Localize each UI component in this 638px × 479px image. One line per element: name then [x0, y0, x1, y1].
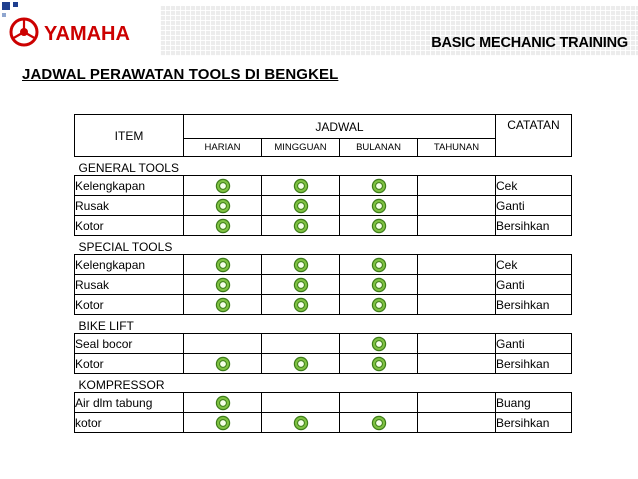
header-period-bulanan: BULANAN [340, 139, 418, 157]
schedule-mark-cell [340, 275, 418, 295]
green-ring-check-icon [215, 356, 231, 372]
schedule-mark-cell [262, 393, 340, 413]
schedule-mark-cell [418, 255, 496, 275]
schedule-mark-cell [262, 354, 340, 374]
table-row [75, 216, 572, 236]
schedule-mark-cell [262, 216, 340, 236]
green-ring-check-icon [371, 336, 387, 352]
table-row [75, 334, 572, 354]
green-ring-check-icon [371, 415, 387, 431]
green-ring-check-icon [215, 297, 231, 313]
logo-text: YAMAHA [44, 23, 130, 45]
schedule-mark-cell [262, 176, 340, 196]
note-cell: Ganti [496, 334, 572, 354]
table-row [75, 255, 572, 275]
schedule-mark-cell [418, 295, 496, 315]
item-cell: Kelengkapan [75, 255, 184, 275]
header-period-tahunan: TAHUNAN [418, 139, 496, 157]
note-cell: Cek [496, 176, 572, 196]
item-cell: Kotor [75, 295, 184, 315]
header-catatan: CATATAN [496, 115, 572, 157]
item-cell: kotor [75, 413, 184, 433]
maintenance-schedule-table [74, 114, 572, 433]
schedule-mark-cell [262, 334, 340, 354]
table-row [75, 393, 572, 413]
schedule-mark-cell [340, 354, 418, 374]
item-cell: Kelengkapan [75, 176, 184, 196]
schedule-mark-cell [184, 334, 262, 354]
green-ring-check-icon [215, 198, 231, 214]
item-cell: Seal bocor [75, 334, 184, 354]
green-ring-check-icon [293, 218, 309, 234]
group-title: KOMPRESSOR [75, 374, 572, 393]
green-ring-check-icon [371, 277, 387, 293]
table-row [75, 196, 572, 216]
note-cell: Cek [496, 255, 572, 275]
group-row [75, 374, 572, 393]
schedule-mark-cell [340, 295, 418, 315]
table-row [75, 176, 572, 196]
schedule-mark-cell [262, 413, 340, 433]
yamaha-logo [6, 14, 156, 54]
green-ring-check-icon [293, 297, 309, 313]
header-item: ITEM [75, 115, 184, 157]
green-ring-check-icon [215, 415, 231, 431]
table-row [75, 354, 572, 374]
green-ring-check-icon [293, 198, 309, 214]
note-cell: Buang [496, 393, 572, 413]
schedule-mark-cell [262, 295, 340, 315]
table-row [75, 275, 572, 295]
green-ring-check-icon [215, 218, 231, 234]
green-ring-check-icon [215, 395, 231, 411]
table-row [75, 413, 572, 433]
schedule-mark-cell [340, 216, 418, 236]
note-cell: Bersihkan [496, 295, 572, 315]
green-ring-check-icon [371, 198, 387, 214]
header-period-harian: HARIAN [184, 139, 262, 157]
item-cell: Rusak [75, 275, 184, 295]
note-cell: Ganti [496, 196, 572, 216]
green-ring-check-icon [371, 178, 387, 194]
schedule-mark-cell [418, 275, 496, 295]
decorative-square [13, 2, 18, 7]
item-cell: Rusak [75, 196, 184, 216]
decorative-square [2, 2, 10, 10]
schedule-mark-cell [184, 176, 262, 196]
green-ring-check-icon [293, 178, 309, 194]
schedule-mark-cell [418, 176, 496, 196]
schedule-mark-cell [418, 354, 496, 374]
note-cell: Bersihkan [496, 216, 572, 236]
schedule-mark-cell [340, 413, 418, 433]
schedule-mark-cell [184, 295, 262, 315]
group-row [75, 157, 572, 176]
group-title: SPECIAL TOOLS [75, 236, 572, 255]
schedule-mark-cell [340, 334, 418, 354]
schedule-mark-cell [184, 393, 262, 413]
green-ring-check-icon [371, 356, 387, 372]
header-jadwal: JADWAL [184, 115, 496, 139]
green-ring-check-icon [293, 277, 309, 293]
schedule-mark-cell [262, 275, 340, 295]
schedule-mark-cell [418, 216, 496, 236]
schedule-body [75, 157, 572, 433]
green-ring-check-icon [215, 277, 231, 293]
schedule-mark-cell [418, 413, 496, 433]
schedule-mark-cell [184, 255, 262, 275]
tuning-forks-logo-icon [6, 14, 156, 54]
green-ring-check-icon [293, 257, 309, 273]
note-cell: Bersihkan [496, 413, 572, 433]
schedule-mark-cell [340, 255, 418, 275]
green-ring-check-icon [371, 218, 387, 234]
page-title: JADWAL PERAWATAN TOOLS DI BENGKEL [22, 66, 339, 83]
green-ring-check-icon [215, 257, 231, 273]
group-title: BIKE LIFT [75, 315, 572, 334]
schedule-mark-cell [262, 196, 340, 216]
banner-title: BASIC MECHANIC TRAINING [431, 35, 628, 51]
item-cell: Air dlm tabung [75, 393, 184, 413]
group-row [75, 315, 572, 334]
schedule-mark-cell [340, 176, 418, 196]
note-cell: Ganti [496, 275, 572, 295]
schedule-mark-cell [418, 393, 496, 413]
schedule-mark-cell [262, 255, 340, 275]
green-ring-check-icon [215, 178, 231, 194]
schedule-mark-cell [184, 275, 262, 295]
green-ring-check-icon [293, 415, 309, 431]
green-ring-check-icon [371, 257, 387, 273]
schedule-mark-cell [340, 196, 418, 216]
header-period-mingguan: MINGGUAN [262, 139, 340, 157]
schedule-mark-cell [418, 334, 496, 354]
green-ring-check-icon [293, 356, 309, 372]
schedule-mark-cell [184, 413, 262, 433]
schedule-mark-cell [418, 196, 496, 216]
group-row [75, 236, 572, 255]
item-cell: Kotor [75, 216, 184, 236]
group-title: GENERAL TOOLS [75, 157, 572, 176]
table-row [75, 295, 572, 315]
note-cell: Bersihkan [496, 354, 572, 374]
item-cell: Kotor [75, 354, 184, 374]
green-ring-check-icon [371, 297, 387, 313]
schedule-mark-cell [184, 216, 262, 236]
schedule-mark-cell [184, 196, 262, 216]
schedule-mark-cell [340, 393, 418, 413]
schedule-mark-cell [184, 354, 262, 374]
